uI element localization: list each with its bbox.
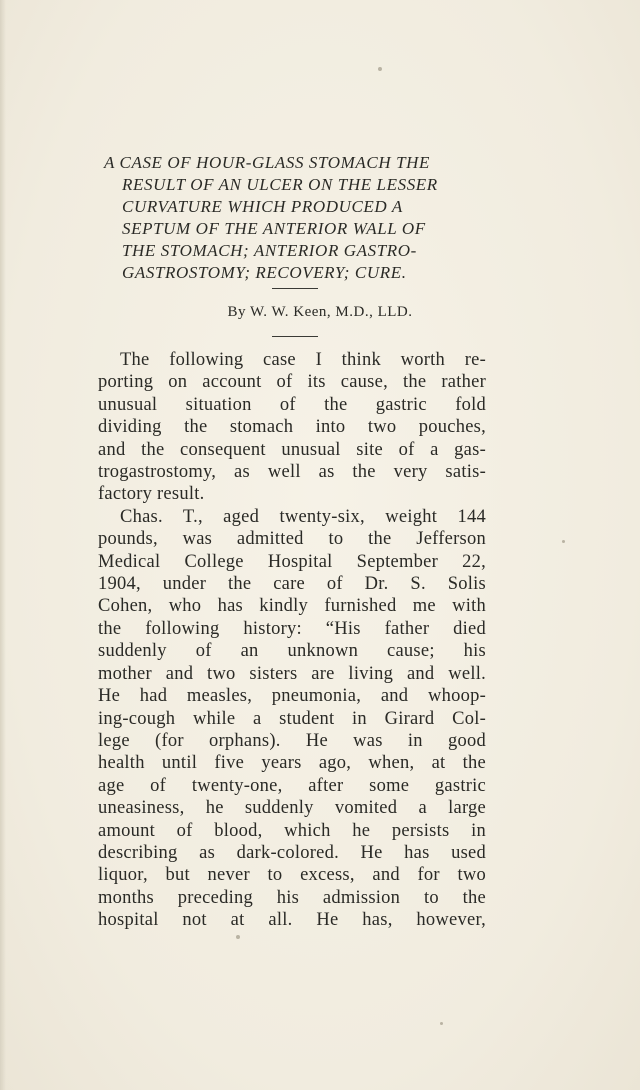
- title-line: A CASE OF HOUR-GLASS STOMACH THE: [104, 153, 430, 172]
- body-line: lege (for orphans). He was in good: [98, 730, 486, 751]
- body-line: 1904, under the care of Dr. S. Solis: [98, 574, 486, 595]
- body-line: months preceding his admission to the: [98, 887, 486, 908]
- article-body: [98, 349, 486, 932]
- body-line: mother and two sisters are living and well.: [98, 663, 486, 684]
- article-title: [104, 152, 524, 284]
- body-line: suddenly of an unknown cause; his: [98, 641, 486, 662]
- body-line: porting on account of its cause, the rather: [98, 372, 486, 393]
- divider-rule-bottom: [272, 336, 318, 337]
- body-line: describing as dark-colored. He has used: [98, 842, 486, 863]
- body-line: pounds, was admitted to the Jefferson: [98, 529, 486, 550]
- title-line: SEPTUM OF THE ANTERIOR WALL OF: [122, 219, 426, 238]
- title-line: CURVATURE WHICH PRODUCED A: [122, 197, 403, 216]
- paper-speck: [236, 935, 240, 939]
- title-line: GASTROSTOMY; RECOVERY; CURE.: [122, 263, 407, 282]
- body-line: health until five years ago, when, at the: [98, 753, 486, 774]
- author-byline: By W. W. Keen, M.D., LLD.: [227, 304, 413, 320]
- paper-speck: [378, 67, 382, 71]
- paper-speck: [440, 1022, 443, 1025]
- body-line: amount of blood, which he persists in: [98, 820, 486, 841]
- body-line: He had measles, pneumonia, and whoop-: [98, 686, 486, 707]
- body-line: unusual situation of the gastric fold: [98, 394, 486, 415]
- body-line: trogastrostomy, as well as the very satis-: [98, 462, 486, 483]
- body-line: Medical College Hospital September 22,: [98, 551, 486, 572]
- body-line: age of twenty-one, after some gastric: [98, 775, 486, 796]
- divider-rule-top: [272, 288, 318, 289]
- body-line: hospital not at all. He has, however,: [98, 910, 486, 931]
- body-line: Chas. T., aged twenty-six, weight 144: [120, 506, 486, 527]
- body-line: uneasiness, he suddenly vomited a large: [98, 798, 486, 819]
- title-line: RESULT OF AN ULCER ON THE LESSER: [122, 175, 438, 194]
- body-line: the following history: “His father died: [98, 618, 486, 639]
- paper-speck: [562, 540, 565, 543]
- body-line: ing-cough while a student in Girard Col-: [98, 708, 486, 729]
- body-line: dividing the stomach into two pouches,: [98, 417, 486, 438]
- body-line: Cohen, who has kindly furnished me with: [98, 596, 486, 617]
- body-line: and the consequent unusual site of a gas-: [98, 439, 486, 460]
- body-line: liquor, but never to excess, and for two: [98, 865, 486, 886]
- body-line: factory result.: [98, 484, 205, 505]
- title-line: THE STOMACH; ANTERIOR GASTRO-: [122, 241, 417, 260]
- page-edge-shadow: [0, 0, 6, 1090]
- body-line: The following case I think worth re-: [120, 350, 486, 370]
